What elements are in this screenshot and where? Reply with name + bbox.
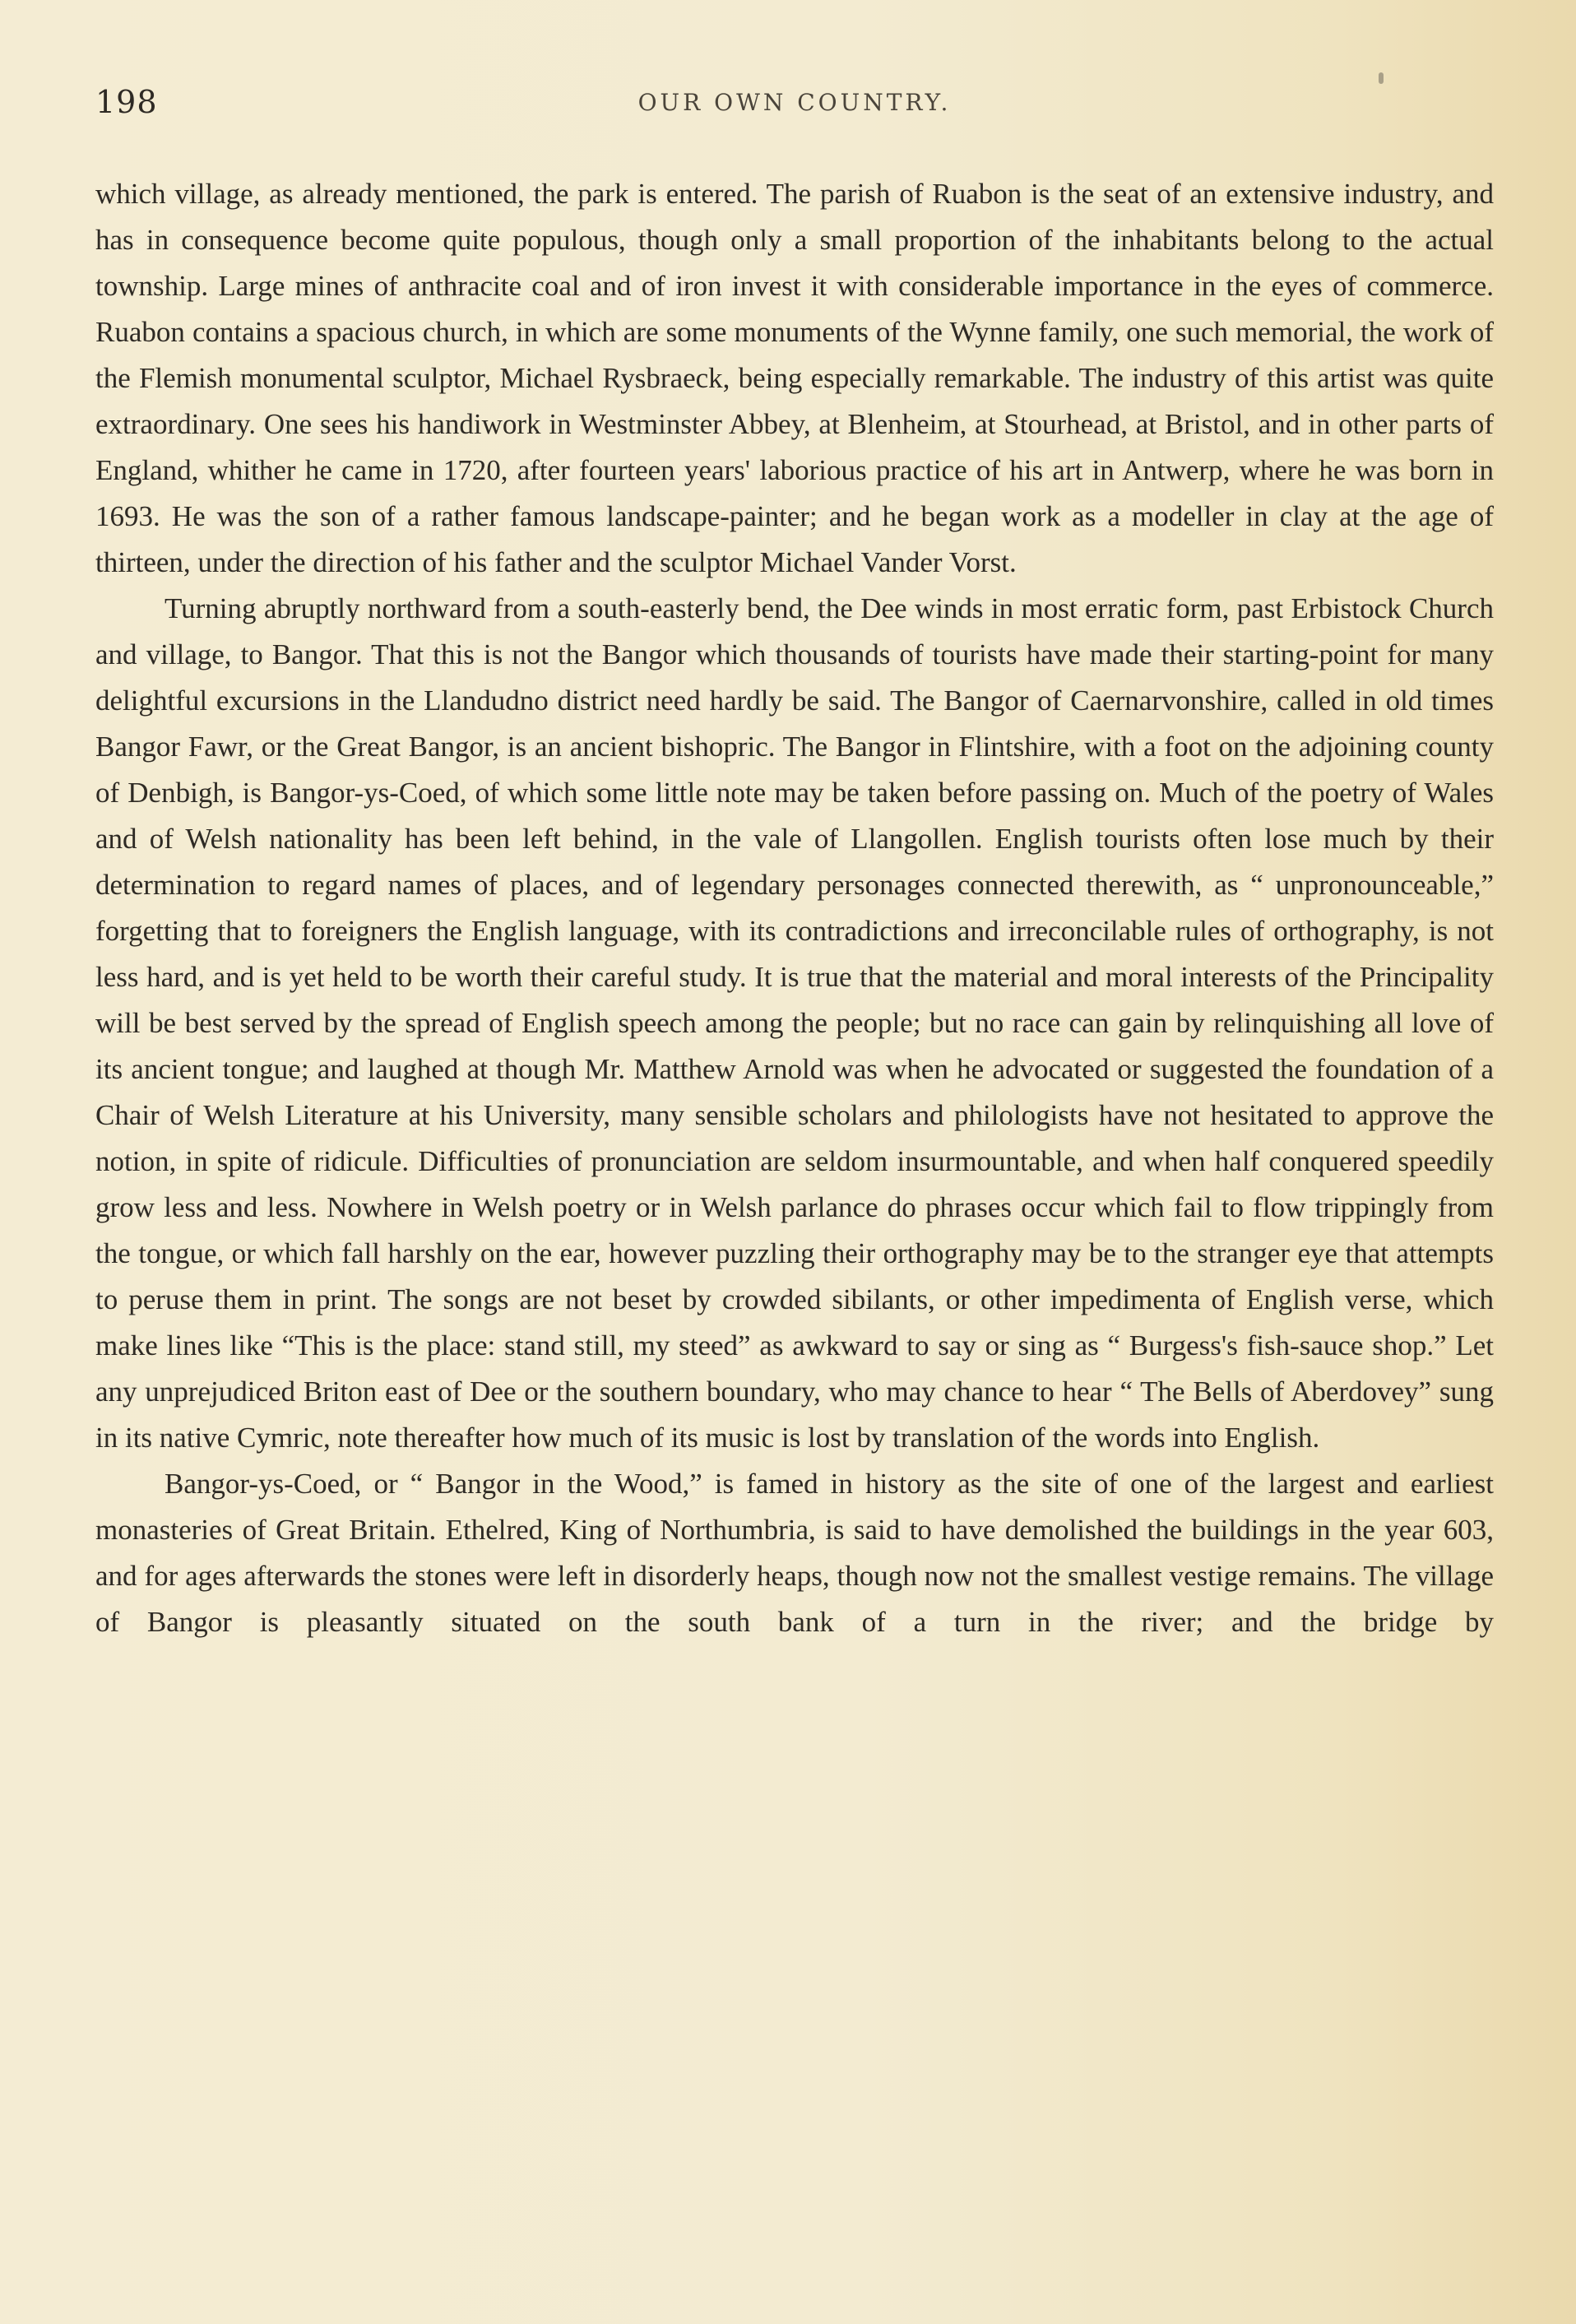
page-header	[95, 84, 1494, 125]
paragraph-2: Turning abruptly northward from a south-easterly bend, the Dee winds in most erratic form, past Erbistock Church and village, to Bangor. That this is not the Bangor which thousands of tourists have made their starting-point for many delightful excursions in the Llandudno district need hardly be said. The Bangor of Caernarvonshire, called in old times Bangor Fawr, or the Great Bangor, is an ancient bishopric. The Bangor in Flintshire, with a foot on the adjoining county of Denbigh, is Bangor-ys-Coed, of which some little note may be taken before passing on. Much of the poetry of Wales and of Welsh nationality has been left behind, in the vale of Llangollen. English tourists often lose much by their determination to regard names of places, and of legendary personages connected therewith, as “ unpronounceable,” forgetting that to foreigners the English language, with its contradictions and irreconcilable rules of orthography, is not less hard, and is yet held to be worth their careful study. It is true that the material and moral interests of the Principality will be best served by the spread of English speech among the people; but no race can gain by relinquishing all love of its ancient tongue; and laughed at though Mr. Matthew Arnold was when he advocated or suggested the foundation of a Chair of Welsh Literature at his University, many sensible scholars and philologists have not hesitated to approve the notion, in spite of ridicule. Difficulties of pronunciation are seldom insurmountable, and when half conquered speedily grow less and less. Nowhere in Welsh poetry or in Welsh parlance do phrases occur which fail to flow trippingly from the tongue, or which fall harshly on the ear, however puzzling their orthography may be to the stranger eye that attempts to peruse them in print. The songs are not beset by crowded sibilants, or other impedimenta of English verse, which make lines like “This is the place: stand still, my steed” as awkward to say or sing as “ Burgess's fish-sauce shop.” Let any unprejudiced Briton east of Dee or the southern boundary, who may chance to hear “ The Bells of Aberdovey” sung in its native Cymric, note thereafter how much of its music is lost by translation of the words into English.	[95, 592, 1494, 1454]
paragraph-3: Bangor-ys-Coed, or “ Bangor in the Wood,” is famed in history as the site of one of the largest and earliest monasteries of Great Britain. Ethelred, King of Northumbria, is said to have demolished the buildings in the year 603, and for ages afterwards the stones were left in disorderly heaps, though now not the smallest vestige remains. The village of Bangor is pleasantly situated on the south bank of a turn in the river; and the bridge by	[95, 1468, 1494, 1638]
page-number: 198	[95, 84, 158, 120]
running-head: OUR OWN COUNTRY.	[637, 89, 952, 116]
ink-speck	[1379, 72, 1384, 84]
paragraph-1: which village, as already mentioned, the park is entered. The parish of Ruabon is the seat of an extensive industry, and has in consequence become quite populous, though only a small proportion of the inhabitants belong to the actual township. Large mines of anthracite coal and of iron invest it with considerable importance in the eyes of commerce. Ruabon contains a spacious church, in which are some monuments of the Wynne family, one such memorial, the work of the Flemish monumental sculptor, Michael Rysbraeck, being especially remarkable. The industry of this artist was quite extraordinary. One sees his handiwork in Westminster Abbey, at Blenheim, at Stourhead, at Bristol, and in other parts of England, whither he came in 1720, after fourteen years' laborious practice of his art in Antwerp, where he was born in 1693. He was the son of a rather famous landscape-painter; and he began work as a modeller in clay at the age of thirteen, under the direction of his father and the sculptor Michael Vander Vorst.	[95, 178, 1494, 578]
body-text	[95, 171, 1494, 1645]
